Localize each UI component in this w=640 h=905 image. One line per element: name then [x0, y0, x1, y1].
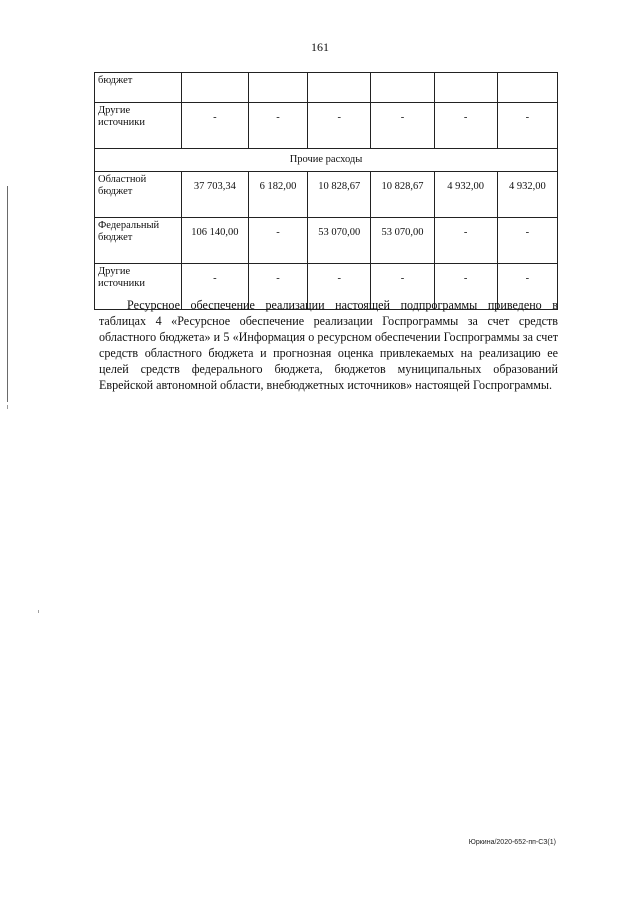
table-cell: 4 932,00 — [434, 172, 497, 218]
table-cell: 37 703,34 — [181, 172, 248, 218]
source-label: бюджет — [95, 73, 182, 103]
table-cell: 10 828,67 — [371, 172, 434, 218]
table-cell: - — [434, 218, 497, 264]
source-label: Областной бюджет — [95, 172, 182, 218]
table-row — [95, 73, 558, 103]
table-cell — [181, 73, 248, 103]
table-cell: 53 070,00 — [371, 218, 434, 264]
table-cell — [308, 73, 371, 103]
table-cell: - — [434, 264, 497, 310]
table-cell: - — [497, 264, 557, 310]
table-cell: 53 070,00 — [308, 218, 371, 264]
scan-margin-line — [7, 186, 8, 402]
table-cell: - — [497, 218, 557, 264]
table-cell: - — [497, 103, 557, 149]
table-cell: 106 140,00 — [181, 218, 248, 264]
scan-speck — [38, 610, 39, 613]
table-cell — [371, 73, 434, 103]
table-cell: - — [371, 264, 434, 310]
table-cell: - — [248, 264, 307, 310]
table-row — [95, 172, 558, 218]
table-cell — [497, 73, 557, 103]
source-label: Другие источники — [95, 103, 182, 149]
table-cell: 4 932,00 — [497, 172, 557, 218]
table-cell: 6 182,00 — [248, 172, 307, 218]
scan-margin-mark — [7, 405, 8, 409]
table-cell: - — [181, 264, 248, 310]
table-row — [95, 103, 558, 149]
section-title: Прочие расходы — [95, 149, 558, 172]
page-number: 161 — [311, 40, 329, 54]
body-paragraph — [99, 297, 558, 393]
table-section-row — [95, 149, 558, 172]
table-cell: - — [308, 103, 371, 149]
source-label: Федеральный бюджет — [95, 218, 182, 264]
table-cell: - — [248, 218, 307, 264]
table-row — [95, 218, 558, 264]
table-cell: - — [308, 264, 371, 310]
table-cell: - — [434, 103, 497, 149]
document-code: Юркина/2020-652-пп-СЗ(1) — [468, 839, 556, 846]
table-cell — [248, 73, 307, 103]
table-cell: 10 828,67 — [308, 172, 371, 218]
table-cell — [434, 73, 497, 103]
table-cell: - — [371, 103, 434, 149]
table-cell: - — [181, 103, 248, 149]
source-label: Другие источники — [95, 264, 182, 310]
table-cell: - — [248, 103, 307, 149]
paragraph-text: Ресурсное обеспечение реализации настоящей подпрограммы приведено в таблицах 4 «Ресурсное обеспечение реализации Госпрограммы за счет средств областного бюджета» и 5 «Информация о ресурсном обеспечении Госпрограммы за счет средств областного бюджета и прогнозная оценка привлекаемых на реализацию ее целей средств федерального бюджета, бюджетов муниципальных образований Еврейской автономной области, внебюджетных источников» настоящей Госпрограммы. — [99, 298, 558, 392]
budget-table — [94, 72, 558, 310]
